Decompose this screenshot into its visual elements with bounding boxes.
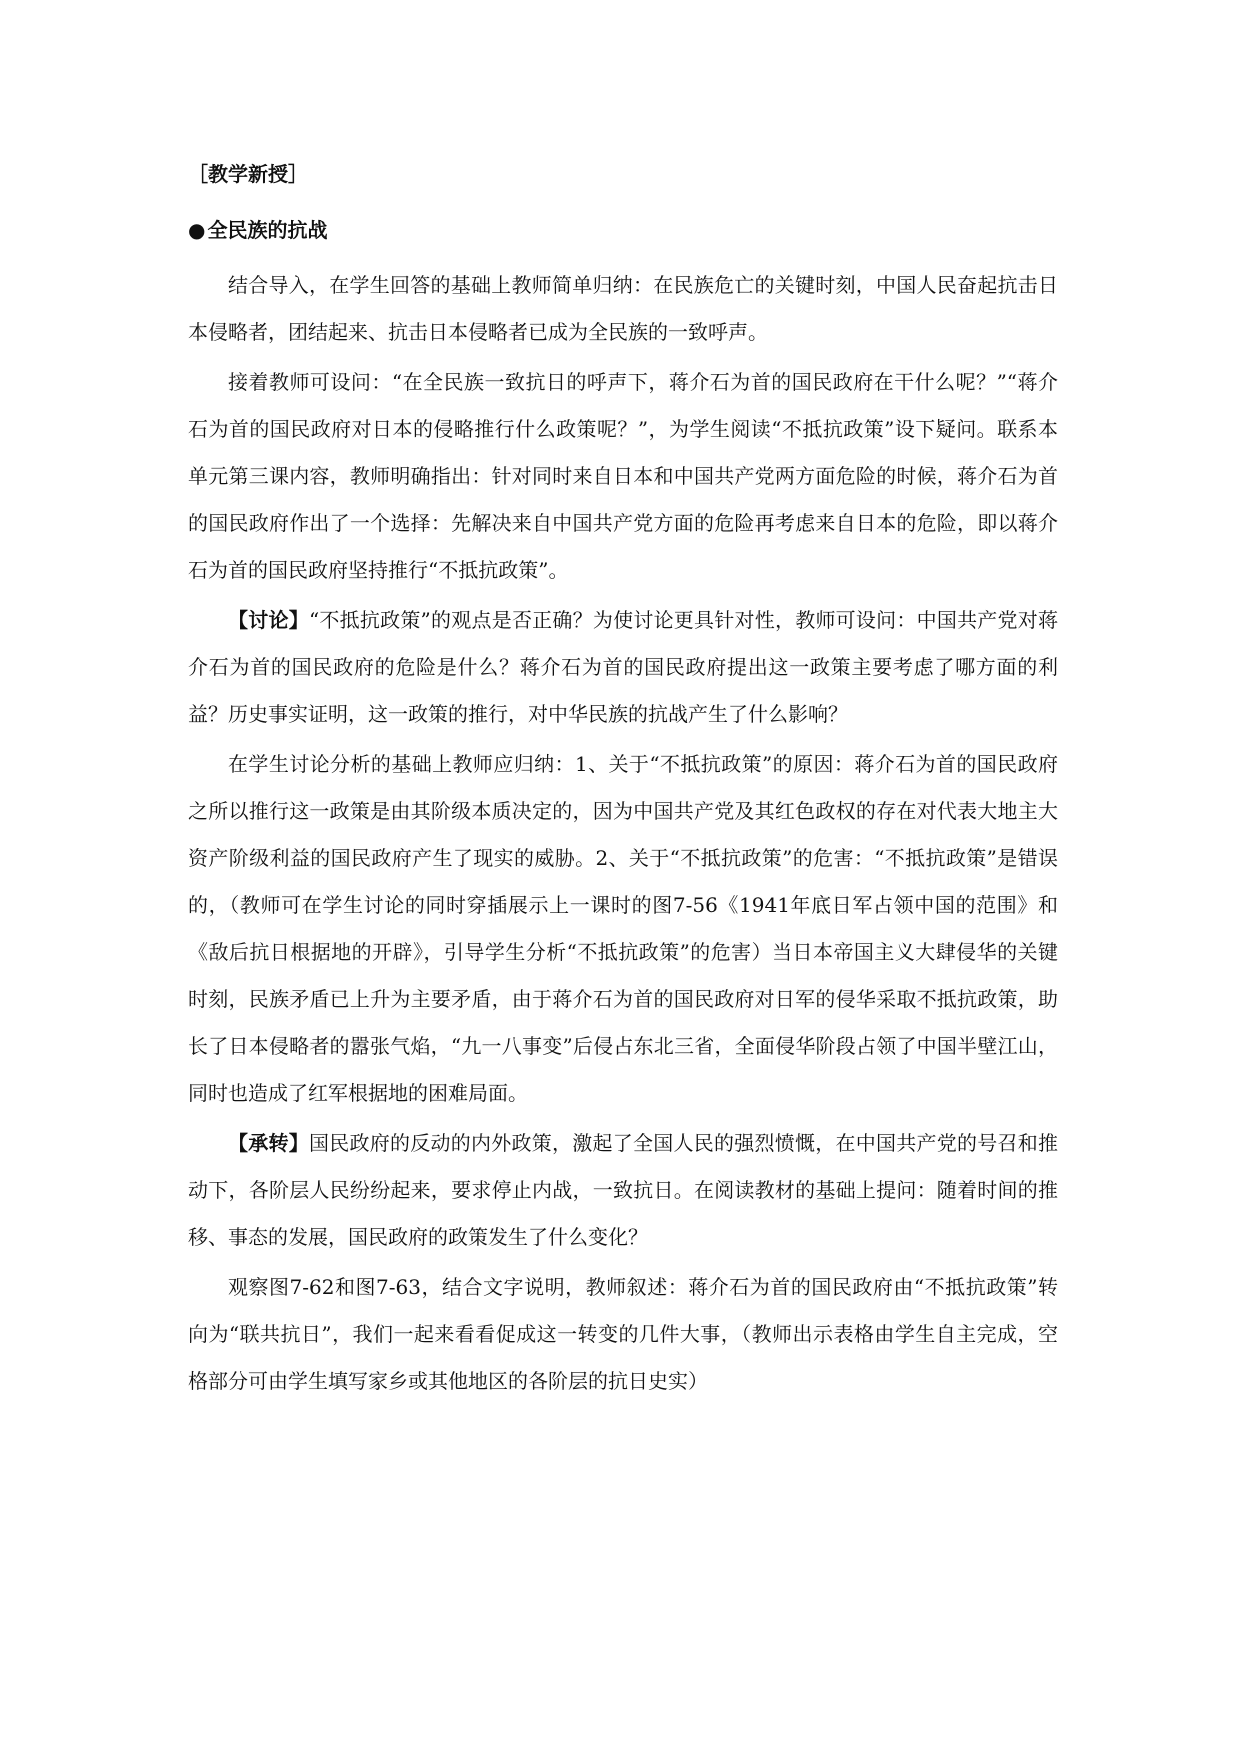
subsection-title: 全民族的抗战 — [207, 218, 328, 242]
section-title: ［教学新授］ — [188, 162, 308, 186]
paragraph-text: 在学生讨论分析的基础上教师应归纳：1、关于“不抵抗政策”的原因：蒋介石为首的国民政府之所以推行这一政策是由其阶级本质决定的，因为中国共产党及其红色政权的存在对代表大地主大资产阶级利益的国民政府产生了现实的威胁。2、关于“不抵抗政策”的危害：“不抵抗政策”是错误的，（教师可在学生讨论的同时穿插展示上一课时的图7-56《1941年底日军占领中国的范围》和《敌后抗日根据地的开辟》，引导学生分析“不抵抗政策”的危害）当日本帝国主义大肆侵华的关键时刻，民族矛盾已上升为主要矛盾，由于蒋介石为首的国民政府对日军的侵华采取不抵抗政策，助长了日本侵略者的嚣张气焰，“九一八事变”后侵占东北三省，全面侵华阶段占领了中国半壁江山，同时也造成了红军根据地的困难局面。 — [188, 752, 1058, 1105]
paragraph-transition — [188, 1120, 1058, 1261]
paragraph-intro-summary — [188, 262, 1058, 356]
paragraph-text: 观察图7-62和图7-63，结合文字说明，教师叙述：蒋介石为首的国民政府由“不抵抗政策”转向为“联共抗日”，我们一起来看看促成这一转变的几件大事，（教师出示表格由学生自主完成，空格部分可由学生填写家乡或其他地区的各阶层的抗日史实） — [188, 1275, 1058, 1393]
subsection-heading — [188, 214, 1058, 246]
bullet-icon: ● — [188, 218, 206, 242]
paragraph-text: 结合导入，在学生回答的基础上教师简单归纳：在民族危亡的关键时刻，中国人民奋起抗击日本侵略者，团结起来、抗击日本侵略者已成为全民族的一致呼声。 — [188, 273, 1058, 344]
paragraph-analysis — [188, 741, 1058, 1117]
paragraph-text: 国民政府的反动的内外政策，激起了全国人民的强烈愤慨，在中国共产党的号召和推动下，各阶层人民纷纷起来，要求停止内战，一致抗日。在阅读教材的基础上提问：随着时间的推移、事态的发展，国民政府的政策发生了什么变化？ — [188, 1131, 1058, 1249]
paragraph-discussion — [188, 597, 1058, 738]
transition-label: 【承转】 — [228, 1131, 309, 1155]
discussion-label: 【讨论】 — [228, 608, 309, 632]
paragraph-teacher-question — [188, 359, 1058, 594]
paragraph-text: 接着教师可设问：“在全民族一致抗日的呼声下，蒋介石为首的国民政府在干什么呢？”“蒋介石为首的国民政府对日本的侵略推行什么政策呢？”，为学生阅读“不抵抗政策”设下疑问。联系本单元第三课内容，教师明确指出：针对同时来自日本和中国共产党两方面危险的时候，蒋介石为首的国民政府作出了一个选择：先解决来自中国共产党方面的危险再考虑来自日本的危险，即以蒋介石为首的国民政府坚持推行“不抵抗政策”。 — [188, 370, 1058, 582]
paragraph-observation — [188, 1264, 1058, 1405]
document-page — [188, 158, 1058, 1408]
paragraph-text: “不抵抗政策”的观点是否正确？为使讨论更具针对性，教师可设问：中国共产党对蒋介石为首的国民政府的危险是什么？蒋介石为首的国民政府提出这一政策主要考虑了哪方面的利益？历史事实证明，这一政策的推行，对中华民族的抗战产生了什么影响？ — [188, 608, 1059, 726]
